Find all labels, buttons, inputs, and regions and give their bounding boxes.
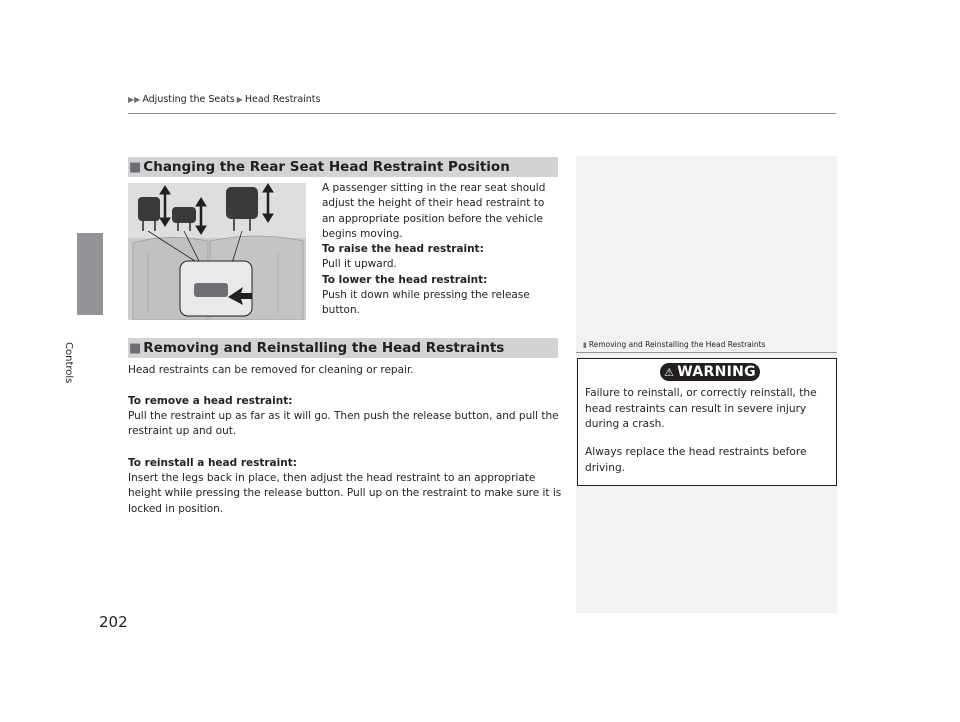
- warning-triangle-icon: ⚠: [664, 365, 675, 379]
- note-divider: [576, 352, 837, 353]
- lower-label: To lower the head restraint:: [322, 274, 488, 286]
- square-bullet-icon: ■: [129, 159, 142, 175]
- lower-instruction-text: Push it down while pressing the release button.: [322, 289, 530, 317]
- reinstall-instruction-text: Insert the legs back in place, then adjust the head restraint to an appropriate height while pressing the release button. Pull up on the restraint to make sure it is locked in position.: [128, 472, 562, 515]
- breadcrumb-arrow-icon: ▶: [236, 95, 243, 104]
- note-title-text: Removing and Reinstalling the Head Restraints: [588, 340, 766, 349]
- chapter-tab: [77, 233, 103, 315]
- raise-instruction-text: Pull it upward.: [322, 258, 397, 270]
- header-divider: [128, 113, 836, 114]
- rear-seat-diagram: [128, 183, 306, 320]
- chapter-label: Controls: [63, 342, 74, 384]
- warning-text-1: Failure to reinstall, or correctly reinstall, the head restraints can result in severe injury during a crash.: [585, 387, 817, 430]
- lower-instruction-label: [322, 273, 487, 288]
- square-bullet-icon: ■: [129, 340, 142, 356]
- raise-instruction-label: [322, 242, 484, 257]
- reinstall-instruction-label: [128, 456, 297, 471]
- removal-intro: Head restraints can be removed for cleaning or repair.: [128, 364, 414, 376]
- warning-badge: [660, 363, 760, 381]
- warning-label: WARNING: [677, 364, 756, 380]
- note-reference-icon: ▮: [583, 340, 587, 349]
- breadcrumb-item-head-restraints[interactable]: Head Restraints: [244, 94, 321, 105]
- breadcrumb-item-adjusting-seats[interactable]: Adjusting the Seats: [142, 94, 235, 105]
- breadcrumb-arrow-icon: ▶▶: [128, 95, 141, 104]
- remove-instruction-label: [128, 394, 292, 409]
- warning-text-2: Always replace the head restraints before driving.: [585, 446, 807, 474]
- section-heading-text: Changing the Rear Seat Head Restraint Position: [143, 159, 510, 175]
- head-restraint-illustration: [128, 183, 306, 320]
- breadcrumb: [128, 94, 320, 105]
- raise-label: To raise the head restraint:: [322, 243, 484, 255]
- reinstall-label: To reinstall a head restraint:: [128, 457, 297, 469]
- section-heading-removing-reinstalling: [128, 338, 558, 358]
- section-heading-changing-position: [128, 157, 558, 177]
- section-heading-text: Removing and Reinstalling the Head Restraints: [143, 340, 505, 356]
- page-number: 202: [99, 613, 128, 631]
- rear-seat-intro: A passenger sitting in the rear seat should adjust the height of their head restraint to an appropriate position before the vehicle begins moving.: [322, 182, 546, 241]
- note-title: [583, 340, 765, 349]
- remove-label: To remove a head restraint:: [128, 395, 293, 407]
- remove-instruction-text: Pull the restraint up as far as it will go. Then push the release button, and pull the restraint up and out.: [128, 410, 559, 438]
